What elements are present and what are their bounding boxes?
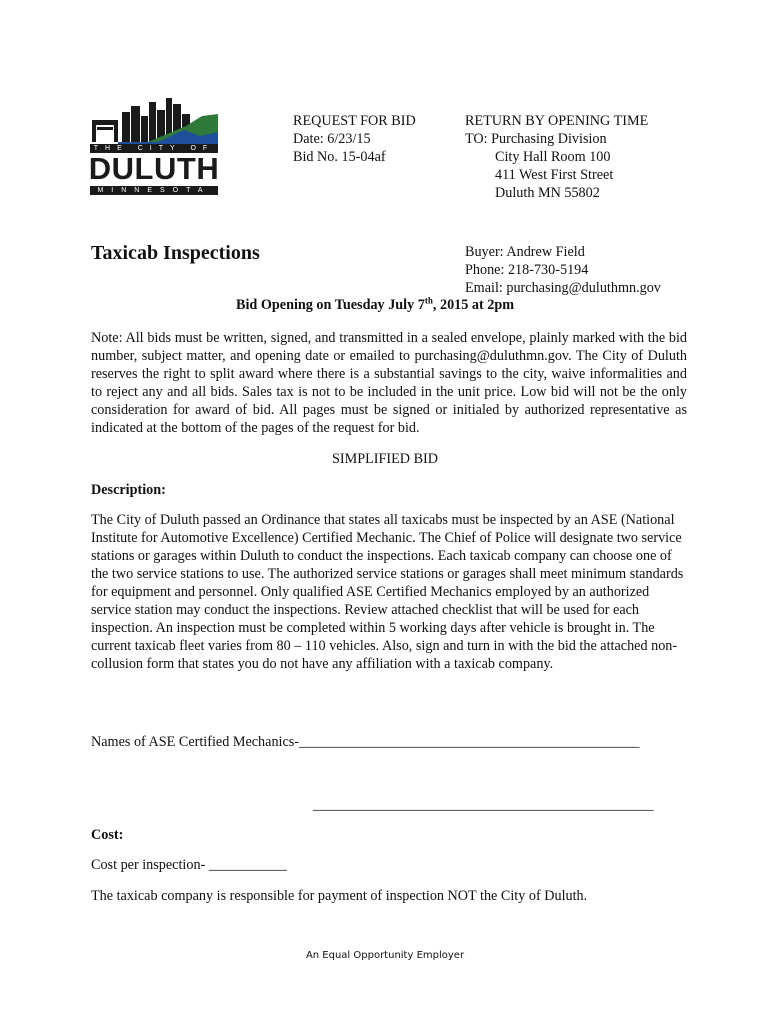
bid-opening-prefix: Bid Opening on Tuesday July 7	[236, 297, 425, 313]
bid-date: Date: 6/23/15	[293, 131, 371, 147]
cost-heading: Cost:	[91, 827, 124, 843]
address-line-2: 411 West First Street	[495, 167, 614, 183]
logo-top-text: THE CITY OF	[93, 145, 215, 152]
description-paragraph: The City of Duluth passed an Ordinance that states all taxicabs must be inspected by an ASE (National Institute for Automotive Excellence) Certified Mechanic. The Chief of Police will designate two service stations or garages within Duluth to conduct the inspections. Each taxicab company can choose one of the two service stations to use. The authorized service stations or garages shall meet minimum standards for equipment and personnel. Only qualified ASE Certified Mechanics employed by an authorized service station may conduct the inspections. Review attached checklist that will be used for each inspection. An inspection must be completed within 5 working days after vehicle is brought in. The current taxicab fleet varies from 80 – 110 vehicles. Also, sign and turn in with the bid the attached non-collusion form that states you do not have any affiliation with a taxicab company.	[91, 512, 684, 672]
cost-per-inspection-field: Cost per inspection- ___________	[91, 857, 287, 873]
return-to-line: TO: Purchasing Division	[465, 131, 607, 147]
address-line-1: City Hall Room 100	[495, 149, 611, 165]
bid-opening-sup: th	[424, 295, 433, 306]
logo-city-name: DULUTH	[88, 151, 220, 186]
mechanics-names-field: Names of ASE Certified Mechanics-________________________________________________	[91, 734, 640, 750]
document-title: Taxicab Inspections	[91, 242, 260, 264]
address-line-3: Duluth MN 55802	[495, 185, 600, 201]
return-by-label: RETURN BY OPENING TIME	[465, 113, 649, 129]
footer-text: An Equal Opportunity Employer	[305, 950, 465, 961]
description-heading: Description:	[91, 482, 166, 498]
buyer-phone: Phone: 218-730-5194	[465, 262, 589, 278]
mechanics-blank-line: ________________________________________________	[313, 797, 654, 813]
city-of-duluth-logo	[88, 96, 224, 200]
simplified-bid-heading: SIMPLIFIED BID	[331, 451, 439, 467]
buyer-email: Email: purchasing@duluthmn.gov	[465, 280, 661, 296]
logo-state: MINNESOTA	[97, 187, 211, 194]
bid-opening-line	[236, 296, 514, 314]
buyer-name: Buyer: Andrew Field	[465, 244, 585, 260]
request-for-bid-label: REQUEST FOR BID	[293, 113, 416, 129]
bid-opening-suffix: , 2015 at 2pm	[432, 297, 515, 313]
bid-number: Bid No. 15-04af	[293, 149, 386, 165]
payment-statement: The taxicab company is responsible for payment of inspection NOT the City of Duluth.	[91, 888, 588, 904]
note-paragraph: Note: All bids must be written, signed, and transmitted in a sealed envelope, plainly marked with the bid number, subject matter, and opening date or emailed to purchasing@duluthmn.gov. The City of Duluth reserves the right to split award where there is a substantial savings to the city, waive informalities and to reject any and all bids. Sales tax is not to be included in the unit price. Low bid will not be the only consideration for award of bid. All pages must be signed or initialed by authorized representative as indicated at the bottom of the pages of the request for bid.	[91, 330, 687, 436]
